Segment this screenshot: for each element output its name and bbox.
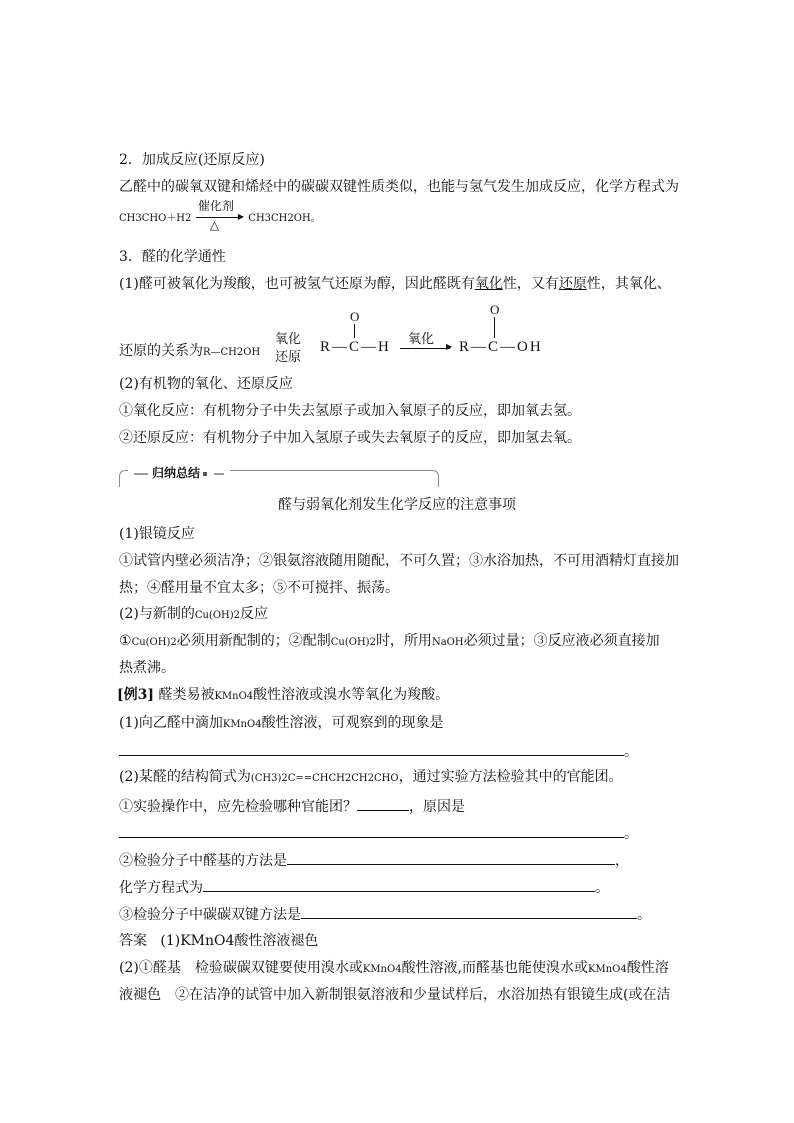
question-1 [119, 716, 444, 730]
formula-kmno4: KMnO4 [362, 964, 402, 975]
answer-2 [119, 961, 669, 975]
answer-blank[interactable] [287, 852, 615, 865]
text: 。 [637, 907, 651, 923]
text: 性，其氧化、 [586, 276, 671, 292]
text: 。 [624, 826, 638, 842]
example-stem [117, 688, 449, 702]
text: (2)①醛基 检验碳碳双键要使用溴水或 [119, 960, 363, 976]
text: (2)某醛的结构简式为 [119, 769, 251, 785]
text: 酸性溶液,而醛基也能使溴水或 [401, 960, 589, 976]
text: (2)与新制的 [119, 606, 195, 622]
text: ， [615, 853, 629, 869]
oxidize-label: 氧化 [275, 332, 302, 347]
text: (1)醛可被氧化为羧酸，也可被氢气还原为醇，因此醛既有 [119, 276, 475, 292]
underline-oxidation: 氧化 [474, 276, 503, 292]
text: 酸性溶 [626, 960, 669, 976]
text: ① [119, 633, 132, 649]
text: 性，又有 [502, 276, 559, 292]
question-2 [119, 770, 623, 784]
text: 酸性溶液，可观察到的现象是 [261, 715, 444, 731]
text: 。 [595, 880, 609, 896]
summary-s1b: 热；④醛用量不宜太多；⑤不可搅拌、振荡。 [119, 580, 399, 596]
text: (1)KMnO4酸性溶液褪色 [160, 933, 319, 949]
text: 。 [624, 744, 638, 760]
section-heading-addition: 2．加成反应(还原反应) [119, 152, 265, 168]
equation-addition [119, 199, 321, 232]
oxygen-2: O [490, 302, 500, 317]
formula-aldehyde: (CH3)2C==CHCH2CH2CHO [250, 773, 399, 784]
text: ①实验操作中，应先检验哪种官能团？ [119, 799, 357, 815]
answer-blank[interactable] [119, 743, 624, 756]
text: ，原因是 [409, 799, 465, 815]
reduce-label: 还原 [275, 350, 302, 365]
summary-tag-label: 归纳总结 [152, 466, 201, 480]
text: (1)向乙醛中滴加 [119, 715, 223, 731]
paragraph-addition: 乙醛中的碳氧双键和烯烃中的碳碳双键性质类似，也能与氢气发生加成反应，化学方程式为 [119, 179, 679, 195]
formula-cuoh2: Cu(OH)2 [194, 610, 241, 621]
formula-kmno4: KMnO4 [222, 719, 262, 730]
acid-structure: R—C—OH [459, 339, 543, 355]
oxygen-1: O [350, 309, 360, 324]
equation-right: CH3CH2OH。 [248, 213, 321, 224]
paragraph-general-2: (2)有机物的氧化、还原反应 [119, 376, 293, 392]
summary-s2 [119, 607, 268, 621]
text: ②检验分子中醛基的方法是 [119, 853, 287, 869]
question-2a [119, 798, 465, 814]
example-label: [例3] [117, 687, 154, 703]
catalyst-label: 催化剂 [197, 199, 234, 213]
answer-line-2a[interactable] [119, 825, 638, 841]
question-2b [119, 852, 629, 868]
text: 还原的关系为 [119, 343, 203, 359]
aldehyde-structure: R—C—H [320, 339, 391, 355]
answer-label: 答案 [119, 933, 147, 949]
formula-cuoh2: Cu(OH)2 [131, 637, 177, 648]
formula-cuoh2: Cu(OH)2 [330, 637, 376, 648]
formula-naoh: NaOH [431, 637, 464, 648]
text: 必须用新配制的；②配制 [176, 633, 331, 649]
r-ch2oh: R—CH2OH [203, 347, 261, 358]
summary-s2b: 热煮沸。 [119, 660, 175, 676]
catalyst-arrow: 催化剂 ▶ △ [197, 199, 244, 232]
answer-3: 液褪色 ②在洁净的试管中加入新制银氨溶液和少量试样后，水浴加热有银镜生成(或在洁 [119, 987, 671, 1003]
formula-kmno4: KMnO4 [214, 691, 254, 702]
relation-label [119, 344, 260, 358]
underline-reduction: 还原 [558, 276, 587, 292]
answer-line-1[interactable] [119, 743, 638, 759]
answer-blank[interactable] [357, 798, 409, 811]
text: 醛类易被 [158, 687, 215, 703]
text: ，通过实验方法检验其中的官能团。 [398, 769, 623, 785]
paragraph-reduction: ②还原反应：有机物分子中加入氢原子或失去氧原子的反应，即加氢去氧。 [119, 430, 581, 446]
paragraph-oxidation: ①氧化反应：有机物分子中失去氢原子或加入氧原子的反应，即加氧去氢。 [119, 403, 581, 419]
oxidize-label-2: 氧化 [408, 332, 435, 347]
text: 酸性溶液或溴水等氧化为羧酸。 [253, 687, 450, 703]
section-heading-general: 3．醛的化学通性 [119, 249, 226, 265]
summary-title: 醛与弱氧化剂发生化学反应的注意事项 [278, 497, 516, 513]
formula-kmno4: KMnO4 [588, 964, 627, 975]
text: 必须过量；③反应液必须直接加 [463, 633, 660, 649]
paragraph-general-1 [119, 277, 671, 291]
summary-s1: (1)银镜反应 [119, 526, 195, 542]
text: 时，所用 [375, 633, 432, 649]
summary-s1a: ①试管内壁必须洁净；②银氨溶液随用随配，不可久置；③水浴加热，不可用酒精灯直接加 [119, 553, 679, 569]
equation-left: CH3CHO＋H2 [119, 213, 192, 224]
text: 反应 [240, 606, 269, 622]
summary-s2a [119, 634, 660, 648]
answer-1 [119, 934, 318, 948]
answer-blank[interactable] [203, 879, 595, 892]
question-2d [119, 906, 651, 922]
summary-tag [128, 464, 230, 481]
text: 化学方程式为 [119, 880, 203, 896]
text: ③检验分子中碳碳双键方法是 [119, 907, 301, 923]
answer-blank[interactable] [301, 906, 637, 919]
heat-symbol: △ [209, 218, 220, 232]
answer-blank[interactable] [119, 825, 624, 838]
question-2b-equation [119, 879, 609, 895]
